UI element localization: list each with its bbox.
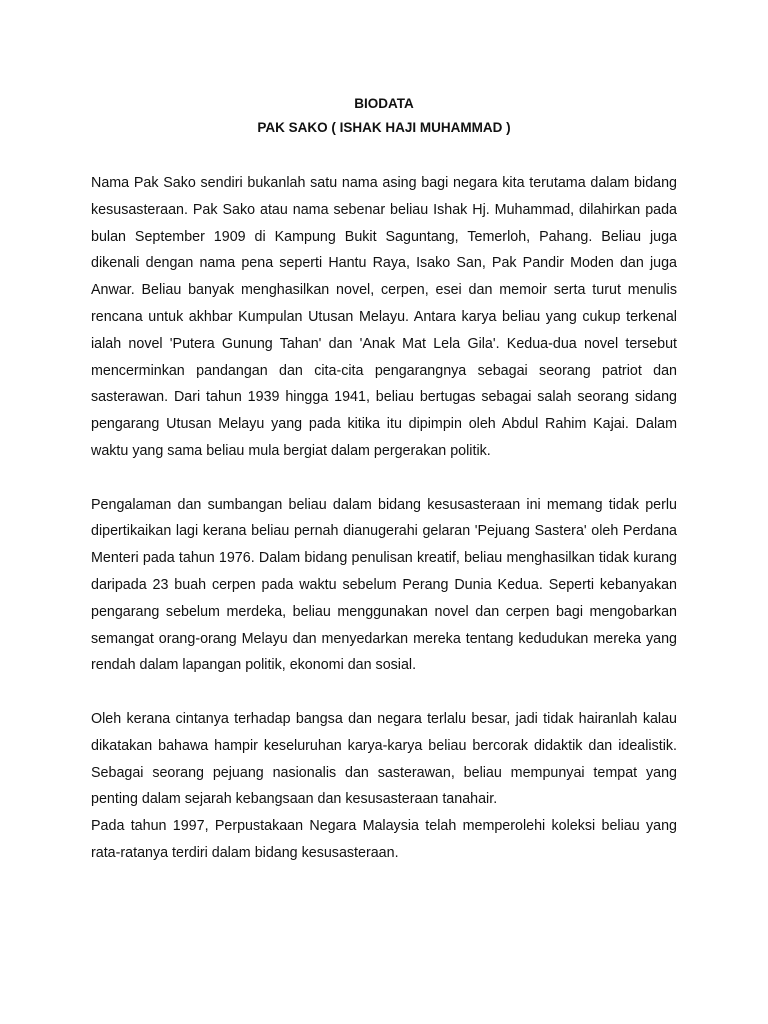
- document-title: BIODATA: [354, 96, 414, 111]
- paragraph-4: Pada tahun 1997, Perpustakaan Negara Malaysia telah memperolehi koleksi beliau yang rata-ratanya terdiri dalam bidang kesusasteraan.: [91, 818, 677, 861]
- paragraph-1: Nama Pak Sako sendiri bukanlah satu nama asing bagi negara kita terutama dalam bidang kesusasteraan. Pak Sako atau nama sebenar beliau Ishak Hj. Muhammad, dilahirkan pada bulan September 1909 di Kampung Bukit Saguntang, Temerloh, Pahang. Beliau juga dikenali dengan nama pena seperti Hantu Raya, Isako San, Pak Pandir Moden dan juga Anwar. Beliau banyak menghasilkan novel, cerpen, esei dan memoir serta turut menulis rencana untuk akhbar Kumpulan Utusan Melayu. Antara karya beliau yang cukup terkenal ialah novel 'Putera Gunung Tahan' dan 'Anak Mat Lela Gila'. Kedua-dua novel tersebut mencerminkan pandangan dan cita-cita pengarangnya sebagai seorang patriot dan sasterawan. Dari tahun 1939 hingga 1941, beliau bertugas sebagai salah seorang sidang pengarang Utusan Melayu yang pada kitika itu dipimpin oleh Abdul Rahim Kajai. Dalam waktu yang sama beliau mula bergiat dalam pergerakan politik.: [91, 175, 677, 459]
- document-subtitle: PAK SAKO ( ISHAK HAJI MUHAMMAD ): [257, 120, 511, 135]
- paragraph-3: Oleh kerana cintanya terhadap bangsa dan negara terlalu besar, jadi tidak hairanlah kalau dikatakan bahawa hampir keseluruhan karya-karya beliau bercorak didaktik dan idealistik. Sebagai seorang pejuang nasionalis dan sasterawan, beliau mempunyai tempat yang penting dalam sejarah kebangsaan dan kesusasteraan tanahair.: [91, 710, 677, 808]
- paragraph-2: Pengalaman dan sumbangan beliau dalam bidang kesusasteraan ini memang tidak perlu dipertikaikan lagi kerana beliau pernah dianugerahi gelaran 'Pejuang Sastera' oleh Perdana Menteri pada tahun 1976. Dalam bidang penulisan kreatif, beliau menghasilkan tidak kurang daripada 23 buah cerpen pada waktu sebelum Perang Dunia Kedua. Seperti kebanyakan pengarang sebelum merdeka, beliau menggunakan novel dan cerpen bagi mengobarkan semangat orang-orang Melayu dan menyedarkan mereka tentang kedudukan mereka yang rendah dalam lapangan politik, ekonomi dan sosial.: [91, 496, 677, 674]
